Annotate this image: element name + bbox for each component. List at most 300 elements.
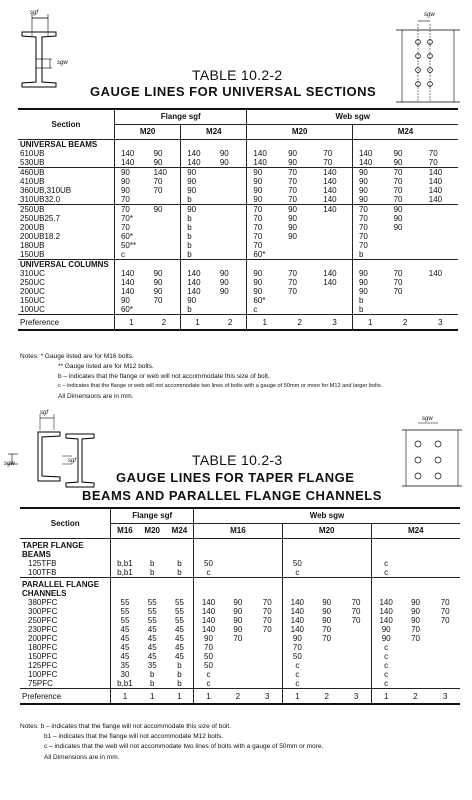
gauge-value xyxy=(423,232,458,241)
gauge-value: 70 xyxy=(247,205,282,215)
gauge-value xyxy=(401,661,431,670)
table-row xyxy=(20,643,460,652)
gauge-value: 90 xyxy=(114,168,147,178)
gauge-value: 70 xyxy=(388,168,423,178)
gauge-value: 90 xyxy=(153,278,163,287)
gauge-value: c xyxy=(282,661,312,670)
table-1-number: TABLE 10.2-2 xyxy=(192,67,283,83)
gauge-value xyxy=(430,652,460,661)
gauge-value: 140 xyxy=(423,168,458,178)
table-cell xyxy=(282,578,312,599)
table-row xyxy=(20,559,460,568)
gauge-value: 140 xyxy=(317,168,352,178)
group-label: PARALLEL FLANGE CHANNELS xyxy=(20,578,111,599)
gauge-value: c xyxy=(371,679,401,689)
section-name: 380PFC xyxy=(28,598,58,607)
section-name: 250UB25.7 xyxy=(20,214,61,223)
gauge-value: 70 xyxy=(352,241,387,250)
gauge-value: 140 xyxy=(181,269,214,278)
table-row xyxy=(20,679,460,689)
table-cell xyxy=(223,539,253,560)
preference-value: 2 xyxy=(214,315,247,331)
gauge-value: 140 xyxy=(114,158,147,168)
table-cell xyxy=(423,260,458,270)
gauge-value xyxy=(148,214,181,223)
gauge-value: 70 xyxy=(352,223,387,232)
gauge-value xyxy=(342,679,372,689)
gauge-value: 90 xyxy=(114,177,147,186)
table-cell xyxy=(352,260,387,270)
table-cell xyxy=(138,539,166,560)
gauge-value: 70 xyxy=(411,625,420,634)
gauge-value: 60* xyxy=(247,296,282,305)
taper-flange-diagram xyxy=(60,432,100,492)
table-row xyxy=(18,223,458,232)
gauge-value: 140 xyxy=(323,177,337,186)
universal-section-diagram xyxy=(12,10,72,100)
gauge-value: c xyxy=(282,568,312,578)
table-1-title: GAUGE LINES FOR UNIVERSAL SECTIONS xyxy=(90,84,377,99)
gauge-value: 90 xyxy=(282,634,312,643)
table-cell xyxy=(312,539,342,560)
gauge-value xyxy=(401,679,431,689)
table-row xyxy=(18,269,458,278)
gauge-value xyxy=(388,305,423,315)
gauge-value xyxy=(148,223,181,232)
preference-value: 3 xyxy=(342,689,372,705)
gauge-value: b xyxy=(352,296,387,305)
section-name: 310UB32.0 xyxy=(20,195,61,204)
table-cell xyxy=(148,260,181,270)
preference-value: 2 xyxy=(312,689,342,705)
gauge-value: 50 xyxy=(193,652,223,661)
table-cell xyxy=(223,578,253,599)
gauge-value: 140 xyxy=(371,598,401,607)
gauge-value: 140 xyxy=(428,269,443,278)
gauge-value: 90 xyxy=(219,287,229,296)
gauge-value xyxy=(282,296,317,305)
gauge-value xyxy=(317,250,352,260)
preference-value: 2 xyxy=(223,689,253,705)
gauge-value: 90 xyxy=(282,205,317,215)
gauge-value: 70 xyxy=(393,269,403,278)
table-row xyxy=(18,287,458,296)
gauge-value xyxy=(401,568,431,578)
preference-value: 1 xyxy=(181,315,214,331)
gauge-value: 90 xyxy=(352,269,387,278)
gauge-value: 140 xyxy=(193,625,223,634)
table-row xyxy=(18,278,458,287)
preference-value: 1 xyxy=(282,689,312,705)
table-cell xyxy=(138,578,166,599)
gauge-value xyxy=(423,278,458,287)
gauge-value: 35 xyxy=(147,661,157,670)
preference-label: Preference xyxy=(18,315,114,331)
section-name: 300PFC xyxy=(28,607,58,616)
gauge-value: 140 xyxy=(181,158,214,168)
table-cell xyxy=(181,260,214,270)
gauge-value: 90 xyxy=(393,149,403,158)
gauge-value: 90 xyxy=(322,598,332,607)
gauge-value: 70 xyxy=(352,205,387,215)
gauge-value: 140 xyxy=(193,616,223,625)
note-line: ** Gauge listed are for M12 bolts. xyxy=(58,363,154,370)
gauge-value: 90 xyxy=(288,214,297,223)
gauge-value xyxy=(423,205,458,215)
table-cell xyxy=(430,578,460,599)
diagram-label-sgw-right: sgw xyxy=(424,12,435,18)
gauge-value: 90 xyxy=(288,158,297,167)
gauge-value: 70 xyxy=(440,616,450,625)
section-name: 360UB,310UB xyxy=(20,186,72,195)
gauge-value: 90 xyxy=(148,205,181,215)
gauge-value: 70 xyxy=(352,214,387,223)
section-name: 150PFC xyxy=(28,652,58,661)
gauge-value: 60* xyxy=(114,232,147,241)
gauge-value: 70 xyxy=(114,205,147,215)
gauge-value: 70 xyxy=(428,158,438,167)
gauge-value: 140 xyxy=(282,598,312,607)
gauge-value xyxy=(312,661,342,670)
gauge-value xyxy=(214,168,247,178)
gauge-value: 90 xyxy=(371,625,401,634)
gauge-value xyxy=(214,214,247,223)
gauge-value: 90 xyxy=(181,296,214,305)
table-2-title-line-2: BEAMS AND PARALLEL FLANGE CHANNELS xyxy=(82,488,382,503)
gauge-value xyxy=(214,305,247,315)
gauge-value: 90 xyxy=(247,278,282,287)
gauge-value: c xyxy=(371,670,401,679)
gauge-value: 90 xyxy=(153,287,163,296)
gauge-value xyxy=(388,250,423,260)
section-name: 180PFC xyxy=(28,643,58,652)
header-flange-m16: M16 xyxy=(111,524,139,539)
gauge-value: 35 xyxy=(111,661,139,670)
table-row xyxy=(20,652,460,661)
section-name: 150UC xyxy=(20,296,45,305)
section-name: 125PFC xyxy=(28,661,58,670)
gauge-value: 70 xyxy=(322,625,332,634)
gauge-value xyxy=(214,186,247,195)
table-row xyxy=(18,296,458,305)
gauge-value xyxy=(317,214,352,223)
table-cell xyxy=(148,140,181,150)
gauge-value: 90 xyxy=(233,598,243,607)
gauge-value: 60* xyxy=(247,250,282,260)
gauge-value: 55 xyxy=(147,616,157,625)
header-web-m20: M20 xyxy=(282,524,371,539)
table-cell xyxy=(166,578,194,599)
table-cell xyxy=(312,578,342,599)
gauge-value: b,b1 xyxy=(111,568,139,578)
section-name: 250UC xyxy=(20,278,45,287)
note-line: c – indicates that the web will not accommodate two lines of bolts with a gauge of 50mm or more. xyxy=(44,743,324,750)
gauge-value xyxy=(148,195,181,205)
gauge-value: 140 xyxy=(193,607,223,616)
gauge-value: 90 xyxy=(247,177,282,186)
gauge-value xyxy=(317,287,352,296)
section-name: 200UB18.2 xyxy=(20,232,61,241)
gauge-value xyxy=(423,241,458,250)
gauge-value: 140 xyxy=(428,186,443,195)
preference-value: 2 xyxy=(148,315,181,331)
table-cell xyxy=(166,539,194,560)
table-2-title-line-1: GAUGE LINES FOR TAPER FLANGE xyxy=(116,470,355,485)
gauge-value: 140 xyxy=(181,278,214,287)
header-flange: Flange sgf xyxy=(114,109,246,125)
gauge-value: 90 xyxy=(153,158,163,167)
gauge-value: 55 xyxy=(147,607,157,616)
gauge-value: 70 xyxy=(351,598,361,607)
gauge-value: 90 xyxy=(181,186,214,195)
gauge-value: 70 xyxy=(322,634,332,643)
gauge-value: 55 xyxy=(175,598,184,607)
table-cell xyxy=(282,260,317,270)
gauge-value: c xyxy=(114,250,147,260)
gauge-value xyxy=(430,568,460,578)
gauge-value: b,b1 xyxy=(111,559,139,568)
gauge-value: b xyxy=(149,568,155,577)
gauge-value: b xyxy=(181,241,214,250)
section-name: 200PFC xyxy=(28,634,58,643)
gauge-value xyxy=(430,559,460,568)
gauge-value: 70 xyxy=(114,195,147,205)
table-2-number: TABLE 10.2-3 xyxy=(192,452,283,468)
gauge-value: 70 xyxy=(153,296,163,305)
gauge-value: 90 xyxy=(219,149,229,158)
gauge-value: 90 xyxy=(247,195,282,205)
gauge-value xyxy=(312,670,342,679)
table-row xyxy=(18,232,458,241)
gauge-value: b xyxy=(149,679,155,688)
table-cell xyxy=(423,140,458,150)
gauge-value: 90 xyxy=(193,634,223,643)
diagram-label-sgf-2: sgf xyxy=(40,410,49,416)
gauge-value: 70 xyxy=(247,214,282,223)
gauge-value: 140 xyxy=(114,149,147,158)
preference-value: 3 xyxy=(253,689,283,705)
preference-value: 1 xyxy=(352,315,387,331)
gauge-value: 70 xyxy=(282,168,317,178)
gauge-value: 70 xyxy=(233,634,243,643)
gauge-value xyxy=(214,250,247,260)
gauge-value xyxy=(282,250,317,260)
gauge-value: 45 xyxy=(175,652,184,661)
header-flange-m24: M24 xyxy=(166,524,194,539)
gauge-value: 90 xyxy=(233,607,243,616)
gauge-value: 140 xyxy=(282,607,312,616)
gauge-value: 90 xyxy=(393,223,403,232)
header-web-m16: M16 xyxy=(193,524,282,539)
gauge-value: 70 xyxy=(323,158,333,167)
gauge-value: c xyxy=(371,568,401,578)
gauge-value: 90 xyxy=(411,607,420,616)
gauge-value: 45 xyxy=(147,652,157,661)
gauge-value: 70 xyxy=(247,241,282,250)
gauge-value: 70 xyxy=(351,616,361,625)
gauge-value: 70 xyxy=(288,177,297,186)
header-web-m24: M24 xyxy=(371,524,460,539)
gauge-value xyxy=(312,568,342,578)
gauge-value: 70 xyxy=(393,287,403,296)
gauge-value: 140 xyxy=(114,278,147,287)
gauge-value: b xyxy=(177,670,182,679)
gauge-value: 140 xyxy=(282,625,312,634)
gauge-value: 70* xyxy=(114,214,147,223)
note-line: b – indicates that the flange or web will not accommodate this size of bolt. xyxy=(58,373,270,380)
gauge-value xyxy=(312,559,342,568)
gauge-value: b,b1 xyxy=(111,679,139,689)
gauge-value: 90 xyxy=(322,607,332,616)
gauge-value: 70 xyxy=(247,232,282,241)
table-10-2-2 xyxy=(18,108,458,331)
gauge-value: 50 xyxy=(282,652,312,661)
gauge-value: 70 xyxy=(393,195,403,204)
gauge-value xyxy=(430,625,460,634)
gauge-value: 90 xyxy=(352,278,387,287)
gauge-value xyxy=(401,559,431,568)
table-row xyxy=(20,598,460,607)
gauge-value: 90 xyxy=(352,177,387,186)
gauge-value xyxy=(223,652,253,661)
group-label: UNIVERSAL BEAMS xyxy=(20,140,98,149)
gauge-value: 70 xyxy=(411,634,420,643)
gauge-value: 45 xyxy=(175,634,184,643)
gauge-value xyxy=(342,634,372,643)
gauge-value: 140 xyxy=(323,195,337,204)
gauge-value xyxy=(214,223,247,232)
gauge-value: 90 xyxy=(219,158,229,167)
table-cell xyxy=(371,578,401,599)
note-line: Notes: * Gauge listed are for M16 bolts. xyxy=(20,353,134,360)
table-row xyxy=(20,661,460,670)
gauge-value: 90 xyxy=(181,205,214,215)
gauge-value xyxy=(430,661,460,670)
gauge-value: c xyxy=(371,559,401,568)
gauge-value: 45 xyxy=(147,625,157,634)
gauge-value xyxy=(253,634,283,643)
gauge-value xyxy=(423,250,458,260)
gauge-value: 140 xyxy=(247,149,282,158)
table-cell xyxy=(247,140,282,150)
gauge-value: 90 xyxy=(181,168,214,178)
table-row xyxy=(18,214,458,223)
table-row xyxy=(18,195,458,205)
gauge-value: 90 xyxy=(233,616,243,625)
table-cell xyxy=(114,260,147,270)
gauge-value xyxy=(214,195,247,205)
gauge-value: b xyxy=(352,305,387,315)
gauge-value xyxy=(317,296,352,305)
table-row xyxy=(18,305,458,315)
gauge-value xyxy=(312,643,342,652)
note-line: b1 – indicates that the flange will not accommodate M12 bolts. xyxy=(44,733,224,740)
gauge-value xyxy=(388,232,423,241)
section-name: 100PFC xyxy=(28,670,58,679)
gauge-value xyxy=(430,670,460,679)
note-line: c – indicates that the flange or web will not accommodate two lines of bolts with a gauge of 50mm or more for M12 and larger bolts. xyxy=(58,383,383,389)
gauge-value: 90 xyxy=(288,232,297,241)
gauge-value: 70 xyxy=(282,643,312,652)
gauge-value: 70 xyxy=(393,186,403,195)
table-cell xyxy=(388,260,423,270)
gauge-value: 140 xyxy=(181,287,214,296)
preference-value: 1 xyxy=(247,315,282,331)
table-cell xyxy=(193,578,223,599)
gauge-value: 55 xyxy=(111,598,139,607)
table-row xyxy=(18,158,458,168)
gauge-value: 70 xyxy=(262,616,272,625)
gauge-value: b xyxy=(149,559,155,568)
gauge-value xyxy=(223,661,253,670)
gauge-value: 55 xyxy=(175,616,184,625)
gauge-value: 90 xyxy=(411,616,420,625)
gauge-value: c xyxy=(193,670,223,679)
gauge-value xyxy=(223,679,253,689)
gauge-value: 90 xyxy=(352,287,387,296)
gauge-value xyxy=(253,652,283,661)
gauge-value: 70 xyxy=(288,269,297,278)
section-name: 200UB xyxy=(20,223,45,232)
gauge-value xyxy=(342,670,372,679)
gauge-value: 90 xyxy=(352,186,387,195)
gauge-value: 70 xyxy=(288,287,297,296)
gauge-value xyxy=(223,643,253,652)
gauge-value xyxy=(214,241,247,250)
gauge-value: c xyxy=(193,679,223,689)
gauge-value xyxy=(430,634,460,643)
gauge-value: b xyxy=(352,250,387,260)
section-name: 530UB xyxy=(20,158,45,167)
section-name: 125TFB xyxy=(28,559,57,568)
gauge-value: b xyxy=(149,670,155,679)
section-name: 200UC xyxy=(20,287,45,296)
gauge-value: 90 xyxy=(393,158,403,167)
gauge-value: 90 xyxy=(181,177,214,186)
gauge-value xyxy=(401,652,431,661)
preference-value: 1 xyxy=(114,315,147,331)
gauge-value: 70 xyxy=(114,223,147,232)
table-cell xyxy=(342,539,372,560)
table-cell xyxy=(181,140,214,150)
note-line: Notes: b – indicates that the flange will not accommodate this size of bolt. xyxy=(20,723,232,730)
table-cell xyxy=(430,539,460,560)
header-web-m24: M24 xyxy=(352,125,458,140)
gauge-value xyxy=(312,679,342,689)
gauge-value xyxy=(317,241,352,250)
gauge-value: 70 xyxy=(288,195,297,204)
gauge-value: b xyxy=(177,679,182,688)
table-row xyxy=(20,616,460,625)
section-name: 180UB xyxy=(20,241,45,250)
table-cell xyxy=(253,578,283,599)
gauge-value xyxy=(342,625,372,634)
gauge-value xyxy=(223,568,253,578)
section-name: 75PFC xyxy=(28,679,53,688)
preference-value: 1 xyxy=(166,689,194,705)
gauge-value: 140 xyxy=(193,598,223,607)
gauge-value xyxy=(342,559,372,568)
gauge-value: 90 xyxy=(371,634,401,643)
gauge-value: 50 xyxy=(282,559,312,568)
gauge-value: 90 xyxy=(288,223,297,232)
gauge-value xyxy=(317,232,352,241)
gauge-value: c xyxy=(282,670,312,679)
section-name: 100TFB xyxy=(28,568,57,577)
table-cell xyxy=(214,140,247,150)
gauge-value: 140 xyxy=(317,205,352,215)
table-row xyxy=(18,149,458,158)
